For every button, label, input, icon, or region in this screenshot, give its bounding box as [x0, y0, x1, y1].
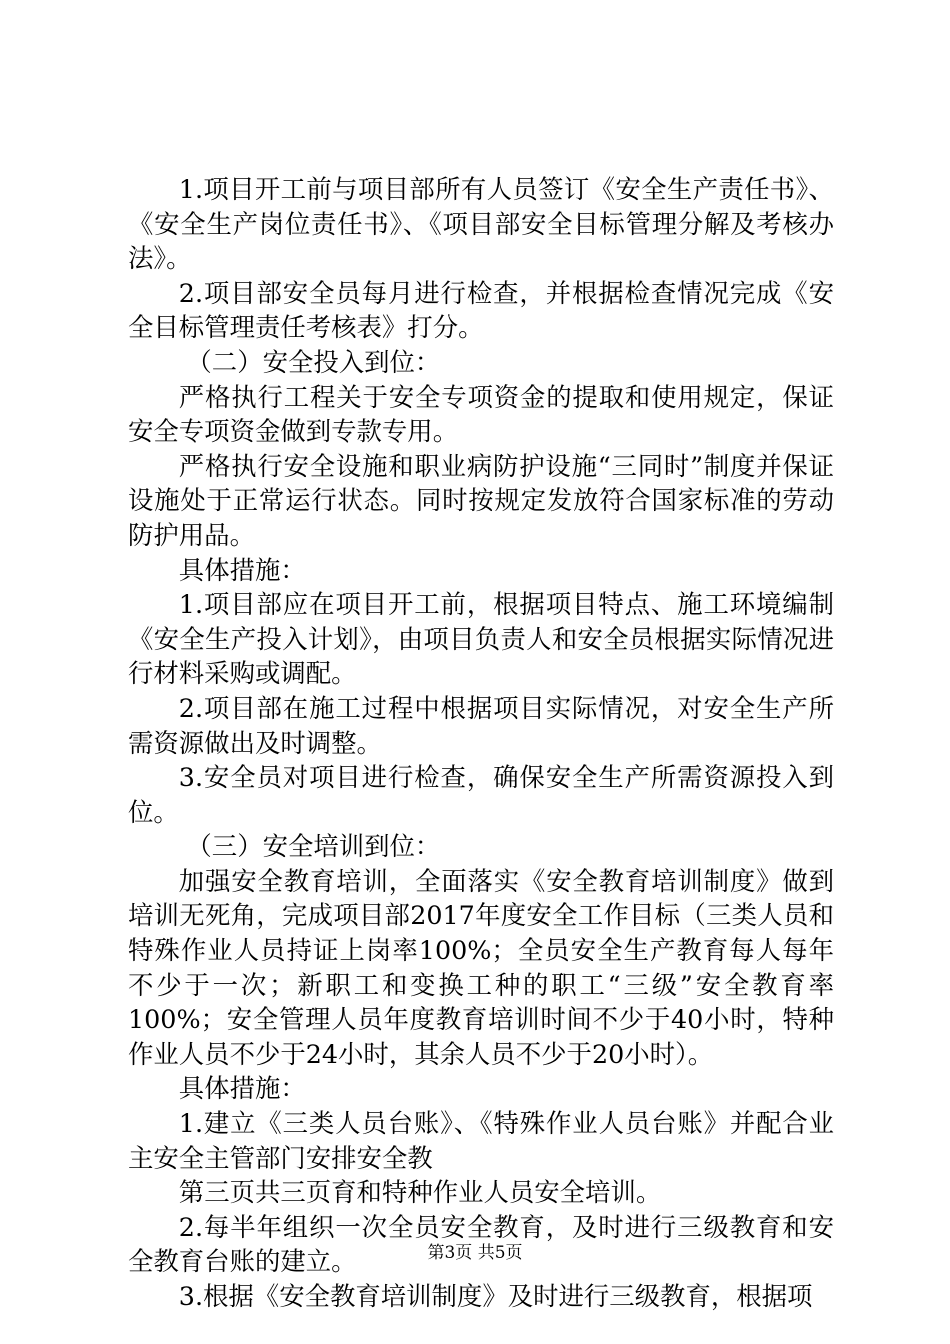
page-footer	[0, 1242, 950, 1264]
paragraph-13: 2.每半年组织一次全员安全教育，及时进行三级教育和安全教育台账的建立。	[128, 1211, 834, 1277]
section-heading-2: （二）安全投入到位：	[186, 346, 441, 377]
paragraph-6: 1.项目部应在项目开工前，根据项目特点、施工环境编制《安全生产投入计划》，由项目负责人和安全员根据实际情况进行材料采购或调配。	[128, 589, 834, 689]
paragraph-9: 加强安全教育培训，全面落实《安全教育培训制度》做到培训无死角，完成项目部2017年度安全工作目标（三类人员和特殊作业人员持证上岗率100%；全员安全生产教育每人每年不少于一次；新职工和变换工种的职工“三级”安全教育率100%；安全管理人员年度教育培训时间不少于40小时，特种作业人员不少于24小时，其余人员不少于20小时）。	[128, 865, 834, 1069]
paragraph-7: 2.项目部在施工过程中根据项目实际情况，对安全生产所需资源做出及时调整。	[128, 692, 834, 758]
paragraph-2: 2.项目部安全员每月进行检查，并根据检查情况完成《安全目标管理责任考核表》打分。	[128, 277, 834, 343]
paragraph-14: 3.根据《安全教育培训制度》及时进行三级教育，根据项	[178, 1281, 813, 1311]
paragraph-1: 1.项目开工前与项目部所有人员签订《安全生产责任书》、《安全生产岗位责任书》、《项目部安全目标管理分解及考核办法》。	[128, 174, 834, 274]
page-number-label: 第3页 共5页	[427, 1243, 523, 1263]
paragraph-12: 第三页共三页育和特种作业人员安全培训。	[178, 1177, 662, 1208]
paragraph-5: 具体措施：	[178, 554, 306, 585]
paragraph-4: 严格执行安全设施和职业病防护设施“三同时”制度并保证设施处于正常运行状态。同时按规定发放符合国家标准的劳动防护用品。	[128, 450, 834, 550]
paragraph-8: 3.安全员对项目进行检查，确保安全生产所需资源投入到位。	[128, 762, 834, 827]
paragraph-11: 1.建立《三类人员台账》、《特殊作业人员台账》并配合业主安全主管部门安排安全教	[128, 1108, 834, 1173]
paragraph-10: 具体措施：	[178, 1073, 306, 1104]
section-heading-3: （三）安全培训到位：	[186, 831, 441, 862]
document-body	[128, 172, 834, 1314]
paragraph-3: 严格执行工程关于安全专项资金的提取和使用规定，保证安全专项资金做到专款专用。	[128, 381, 834, 447]
